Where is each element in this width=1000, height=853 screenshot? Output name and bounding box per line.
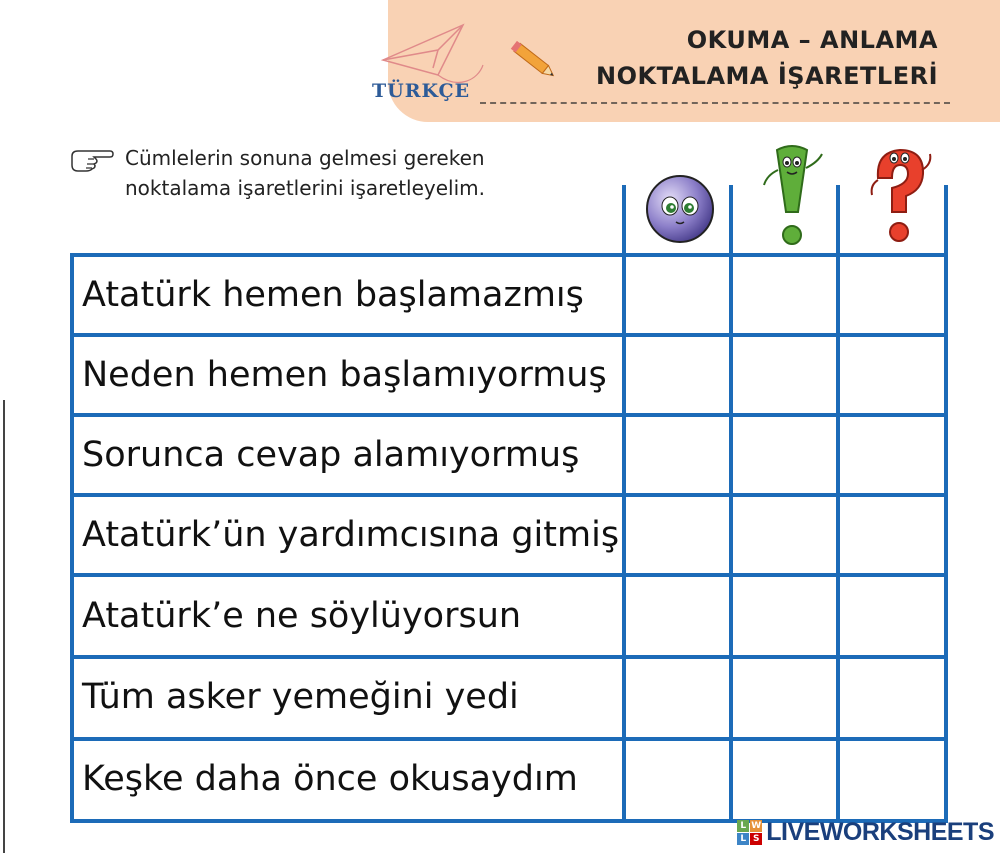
- answer-cell-row1-exclamation[interactable]: [733, 257, 836, 333]
- question-mark-icon: [860, 140, 940, 250]
- instruction-line-2: noktalama işaretlerini işaretleyelim.: [125, 176, 486, 200]
- answer-cell-row5-exclamation[interactable]: [733, 577, 836, 655]
- liveworksheets-logo: [737, 818, 994, 847]
- pointing-hand-icon: [70, 146, 114, 172]
- grid-right-border: [944, 185, 948, 823]
- sentence-4: Atatürk’ün yardımcısına gitmiş: [82, 515, 620, 555]
- logo-mark-icon: L W L S: [737, 820, 762, 845]
- answer-cell-row7-question[interactable]: [840, 741, 944, 819]
- page-title: [596, 22, 938, 94]
- exclamation-mark-icon: [752, 140, 832, 250]
- instruction: [70, 143, 590, 203]
- answer-cell-row6-question[interactable]: [840, 659, 944, 737]
- title-line-2: NOKTALAMA İŞARETLERİ: [596, 62, 938, 90]
- answer-cell-row3-period[interactable]: [626, 417, 729, 493]
- logo-text: LIVEWORKSHEETS: [766, 818, 994, 846]
- answer-cell-row7-exclamation[interactable]: [733, 741, 836, 819]
- instruction-line-1: Cümlelerin sonuna gelmesi gereken: [125, 146, 485, 170]
- answer-cell-row2-question[interactable]: [840, 337, 944, 413]
- answer-cell-row5-period[interactable]: [626, 577, 729, 655]
- sentence-1: Atatürk hemen başlamazmış: [82, 275, 584, 315]
- answer-cell-row4-exclamation[interactable]: [733, 497, 836, 573]
- answer-cell-row4-question[interactable]: [840, 497, 944, 573]
- answer-cell-row6-exclamation[interactable]: [733, 659, 836, 737]
- subject-label: TÜRKÇE: [372, 80, 471, 102]
- answer-cell-row2-period[interactable]: [626, 337, 729, 413]
- answer-cell-row1-period[interactable]: [626, 257, 729, 333]
- sentence-2: Neden hemen başlamıyormuş: [82, 355, 607, 395]
- banner-dashed-line: [480, 102, 950, 104]
- title-line-1: OKUMA – ANLAMA: [686, 26, 938, 54]
- answer-cell-row3-exclamation[interactable]: [733, 417, 836, 493]
- sentence-7: Keşke daha önce okusaydım: [82, 759, 578, 799]
- answer-cell-row2-exclamation[interactable]: [733, 337, 836, 413]
- answer-cell-row3-question[interactable]: [840, 417, 944, 493]
- answer-cell-row7-period[interactable]: [626, 741, 729, 819]
- sentence-5: Atatürk’e ne söylüyorsun: [82, 596, 522, 636]
- answer-cell-row5-question[interactable]: [840, 577, 944, 655]
- pencil-icon: [505, 34, 560, 84]
- sentence-6: Tüm asker yemeğini yedi: [82, 677, 519, 717]
- sentence-3: Sorunca cevap alamıyormuş: [82, 435, 580, 475]
- answer-cell-row6-period[interactable]: [626, 659, 729, 737]
- left-edge-line: [3, 400, 5, 853]
- answer-cell-row4-period[interactable]: [626, 497, 729, 573]
- answer-cell-row1-question[interactable]: [840, 257, 944, 333]
- period-face-icon: [640, 174, 720, 244]
